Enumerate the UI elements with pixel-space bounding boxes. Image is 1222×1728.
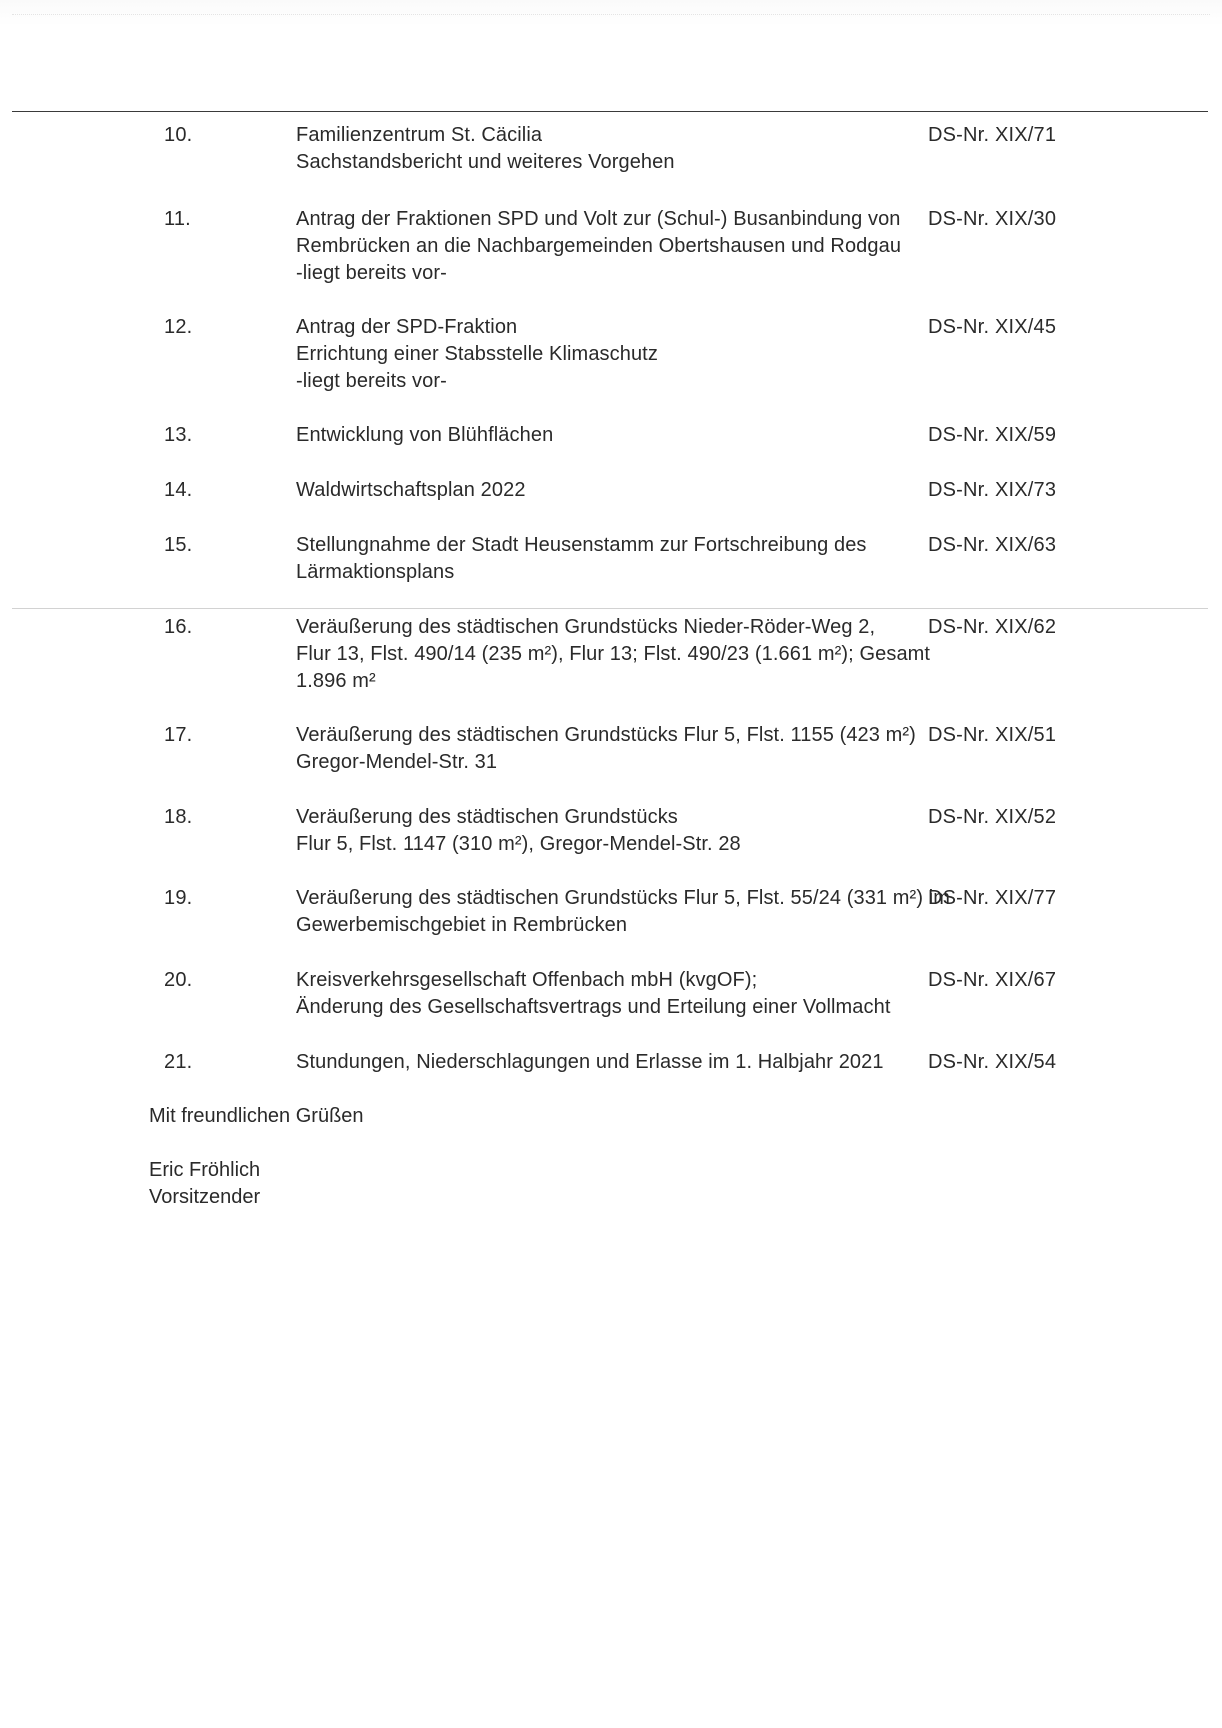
item-line: Veräußerung des städtischen Grundstücks Flur 5, Flst. 55/24 (331 m²) im: [296, 887, 951, 909]
closing-greeting: [149, 1103, 364, 1130]
item-number: 20.: [164, 969, 193, 991]
ds-number: DS-Nr. XIX/59: [928, 424, 1057, 446]
item-number: 11.: [164, 208, 191, 230]
item-title: [296, 1049, 896, 1076]
ds-number: DS-Nr. XIX/71: [928, 124, 1057, 146]
ds-number: DS-Nr. XIX/62: [928, 616, 1057, 638]
ds-number: DS-Nr. XIX/54: [928, 1051, 1057, 1073]
item-line: Stellungnahme der Stadt Heusenstamm zur Fortschreibung des: [296, 534, 867, 556]
item-line: Veräußerung des städtischen Grundstücks Nieder-Röder-Weg 2,: [296, 616, 876, 638]
item-title: [296, 722, 916, 776]
item-line: Rembrücken an die Nachbargemeinden Obertshausen und Rodgau: [296, 235, 902, 257]
item-line: 1.896 m²: [296, 670, 376, 692]
item-number: 21.: [164, 1051, 193, 1073]
ds-number: DS-Nr. XIX/77: [928, 887, 1057, 909]
item-line: Stundungen, Niederschlagungen und Erlasse im 1. Halbjahr 2021: [296, 1051, 884, 1073]
item-line: Änderung des Gesellschaftsvertrags und Erteilung einer Vollmacht: [296, 996, 891, 1018]
item-title: [296, 614, 931, 695]
ds-number: DS-Nr. XIX/52: [928, 806, 1057, 828]
item-line: Flur 5, Flst. 1147 (310 m²), Gregor-Mendel-Str. 28: [296, 833, 741, 855]
ds-number: DS-Nr. XIX/45: [928, 316, 1057, 338]
item-line: Lärmaktionsplans: [296, 561, 455, 583]
signature-block: [149, 1157, 260, 1211]
ds-number: DS-Nr. XIX/67: [928, 969, 1057, 991]
item-title: [296, 885, 951, 939]
item-line: Flur 13, Flst. 490/14 (235 m²), Flur 13; Flst. 490/23 (1.661 m²); Gesamt: [296, 643, 931, 665]
item-line: Errichtung einer Stabsstelle Klimaschutz: [296, 343, 658, 365]
item-line: Waldwirtschaftsplan 2022: [296, 479, 526, 501]
item-number: 16.: [164, 616, 193, 638]
item-number: 15.: [164, 534, 193, 556]
item-number: 17.: [164, 724, 193, 746]
ds-number: DS-Nr. XIX/30: [928, 208, 1057, 230]
item-title: [296, 422, 896, 449]
item-line: Kreisverkehrsgesellschaft Offenbach mbH (kvgOF);: [296, 969, 758, 991]
item-title: [296, 314, 896, 395]
item-title: [296, 804, 896, 858]
item-line: Veräußerung des städtischen Grundstücks: [296, 806, 678, 828]
item-line: Gewerbemischgebiet in Rembrücken: [296, 914, 628, 936]
ds-number: DS-Nr. XIX/73: [928, 479, 1057, 501]
item-title: [296, 967, 896, 1021]
item-title: [296, 532, 896, 586]
item-line: Sachstandsbericht und weiteres Vorgehen: [296, 151, 675, 173]
ds-number: DS-Nr. XIX/63: [928, 534, 1057, 556]
item-line: Gregor-Mendel-Str. 31: [296, 751, 498, 773]
item-line: Antrag der Fraktionen SPD und Volt zur (Schul-) Busanbindung von: [296, 208, 901, 230]
item-line: Veräußerung des städtischen Grundstücks Flur 5, Flst. 1155 (423 m²): [296, 724, 916, 746]
greeting-text: Mit freundlichen Grüßen: [149, 1105, 364, 1127]
item-number: 10.: [164, 124, 193, 146]
ds-number: DS-Nr. XIX/51: [928, 724, 1057, 746]
item-number: 12.: [164, 316, 193, 338]
item-title: [296, 477, 896, 504]
item-number: 19.: [164, 887, 193, 909]
item-line: Familienzentrum St. Cäcilia: [296, 124, 543, 146]
item-line: Entwicklung von Blühflächen: [296, 424, 554, 446]
item-number: 13.: [164, 424, 193, 446]
signer-role: Vorsitzender: [149, 1186, 261, 1208]
item-line: Antrag der SPD-Fraktion: [296, 316, 518, 338]
item-number: 18.: [164, 806, 193, 828]
item-number: 14.: [164, 479, 193, 501]
item-line: -liegt bereits vor-: [296, 370, 447, 392]
item-title: [296, 122, 896, 176]
item-title: [296, 206, 902, 287]
item-line: -liegt bereits vor-: [296, 262, 447, 284]
signer-name: Eric Fröhlich: [149, 1159, 261, 1181]
